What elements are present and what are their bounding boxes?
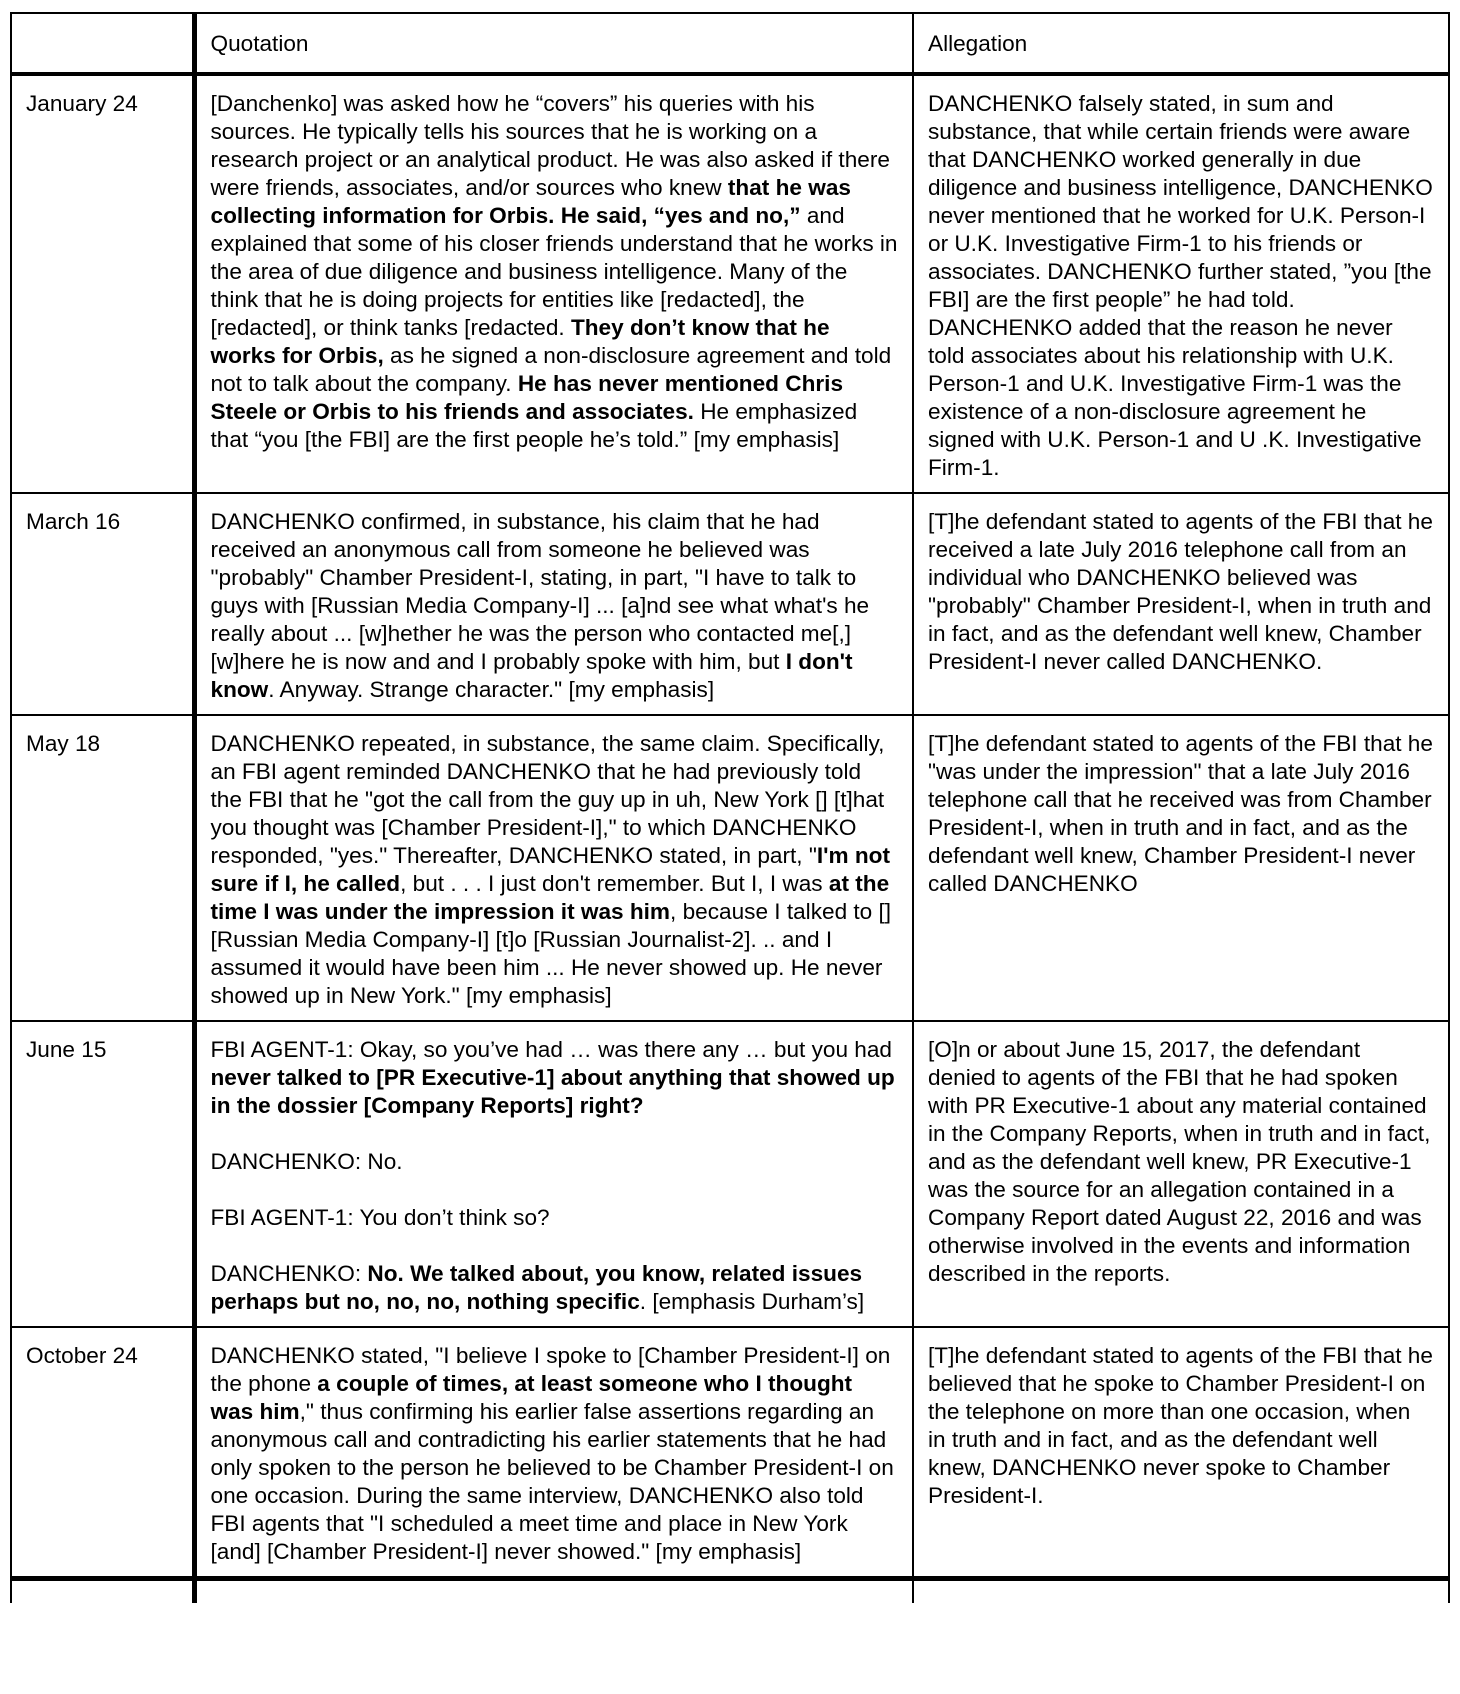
table-row: [11, 715, 1449, 1021]
emphasized-text: I'm not sure if I, he called: [210, 843, 890, 896]
quotation-text: DANCHENKO confirmed, in substance, his claim that he had received an anonymous call from someone he believed was "probably" Chamber President-I, stating, in part, "I have to talk to guys with [Russian Media Company-I] ... [a]nd see what what's he really about ... [w]hether he was the person who contacted me[,] [w]here he is now and and I probably spoke with him, but: [210, 509, 870, 674]
header-quotation: Quotation: [194, 13, 913, 74]
quotation-text: . [emphasis Durham’s]: [639, 1289, 865, 1314]
table-body: [11, 74, 1449, 1603]
quotation-paragraph: [211, 1342, 899, 1566]
allegation-cell: [T]he defendant stated to agents of the FBI that he received a late July 2016 telephone call from an individual who DANCHENKO believed was "probably" Chamber President-I, when in truth and in fact, and as the defendant well knew, Chamber President-I never called DANCHENKO.: [913, 493, 1449, 715]
quotation-text: , because I talked to [] [Russian Media Company-I] [t]o [Russian Journalist-2]. .. and I assumed it would have been him ... He never showed up. He never showed up in New York." [my emphasis]: [210, 899, 892, 1008]
emphasized-text: No. We talked about, you know, related issues perhaps but no, no, no, nothing specific: [210, 1261, 863, 1314]
header-row: [11, 13, 1449, 74]
table-row: [11, 493, 1449, 715]
quotation-text: . Anyway. Strange character." [my emphasis]: [268, 677, 715, 702]
table-row: [11, 74, 1449, 493]
quotation-text: [Danchenko] was asked how he “covers” his queries with his sources. He typically tells his sources that he is working on a research project or an analytical product. He was also asked if there were friends, associates, and/or sources who knew: [210, 91, 890, 200]
emphasized-text: a couple of times, at least someone who I thought was him: [210, 1371, 853, 1424]
emphasized-text: that he was collecting information for Orbis. He said, “yes and no,”: [210, 175, 851, 228]
table-row: [11, 1327, 1449, 1579]
table-row: [11, 1021, 1449, 1327]
quotation-cell: [194, 1327, 913, 1579]
quotation-text: DANCHENKO:: [210, 1261, 368, 1286]
quotation-text: and explained that some of his closer friends understand that he works in the area of due diligence and business intelligence. Many of the think that he is doing projects for entities like [redacted], the [redacted], or think tanks [redacted.: [210, 203, 898, 340]
quotation-text: ," thus confirming his earlier false assertions regarding an anonymous call and contradicting his earlier statements that he had only spoken to the person he believed to be Chamber President-I on one occasion. During the same interview, DANCHENKO also told FBI agents that "I scheduled a meet time and place in New York [and] [Chamber President-I] never showed." [my emphasis]: [210, 1399, 894, 1564]
quotation-paragraph: [211, 90, 899, 454]
quotation-paragraph: [211, 508, 899, 704]
quotation-text: He emphasized that “you [the FBI] are the first people he’s told.” [my emphasis]: [210, 399, 858, 452]
emphasized-text: never talked to [PR Executive-1] about anything that showed up in the dossier [Company Reports] right?: [210, 1065, 895, 1118]
quotation-text: DANCHENKO repeated, in substance, the same claim. Specifically, an FBI agent reminded DANCHENKO that he had previously told the FBI that he "got the call from the guy up in uh, New York [] [t]hat you thought was [Chamber President-I]," to which DANCHENKO responded, "yes." Thereafter, DANCHENKO stated, in part, ": [210, 731, 885, 868]
date-cell: January 24: [11, 74, 194, 493]
quotation-cell: [194, 74, 913, 493]
quotation-allegation-table: [10, 12, 1450, 1603]
date-cell-empty: [11, 1579, 194, 1603]
header-date: [11, 13, 194, 74]
quotation-text: , but . . . I just don't remember. But I, I was: [400, 871, 829, 896]
emphasized-text: He has never mentioned Chris Steele or Orbis to his friends and associates.: [210, 371, 844, 424]
quotation-text: FBI AGENT-1: You don’t think so?: [210, 1205, 550, 1230]
quotation-cell: [194, 1021, 913, 1327]
date-cell: June 15: [11, 1021, 194, 1327]
truncated-next-row: [11, 1579, 1449, 1603]
allegation-cell: [O]n or about June 15, 2017, the defendant denied to agents of the FBI that he had spoken with PR Executive-1 about any material contained in the Company Reports, when in truth and in fact, and as the defendant well knew, PR Executive-1 was the source for an allegation contained in a Company Report dated August 22, 2016 and was otherwise involved in the events and information described in the reports.: [913, 1021, 1449, 1327]
quotation-text: as he signed a non-disclosure agreement and told not to talk about the company.: [210, 343, 892, 396]
date-cell: May 18: [11, 715, 194, 1021]
allegation-cell: [T]he defendant stated to agents of the FBI that he "was under the impression" that a late July 2016 telephone call that he received was from Chamber President-I, when in truth and in fact, and as the defendant well knew, Chamber President-I never called DANCHENKO: [913, 715, 1449, 1021]
header-allegation: Allegation: [913, 13, 1449, 74]
emphasized-text: I don't know: [210, 649, 853, 702]
quotation-paragraph: [211, 730, 899, 1010]
emphasized-text: at the time I was under the impression it was him: [210, 871, 890, 924]
quotation-text: DANCHENKO stated, "I believe I spoke to [Chamber President-I] on the phone: [210, 1343, 891, 1396]
emphasized-text: They don’t know that he works for Orbis,: [210, 315, 830, 368]
quotation-cell: [194, 715, 913, 1021]
quotation-paragraph: [211, 1204, 899, 1232]
allegation-cell-empty: [913, 1579, 1449, 1603]
quotation-cell: [194, 493, 913, 715]
allegation-cell: [T]he defendant stated to agents of the FBI that he believed that he spoke to Chamber President-I on the telephone on more than one occasion, when in truth and in fact, and as the defendant well knew, DANCHENKO never spoke to Chamber President-I.: [913, 1327, 1449, 1579]
date-cell: March 16: [11, 493, 194, 715]
quotation-text: FBI AGENT-1: Okay, so you’ve had … was there any … but you had: [210, 1037, 892, 1062]
date-cell: October 24: [11, 1327, 194, 1579]
quotation-paragraph: [211, 1148, 899, 1176]
allegation-cell: DANCHENKO falsely stated, in sum and substance, that while certain friends were aware that DANCHENKO worked generally in due diligence and business intelligence, DANCHENKO never mentioned that he worked for U.K. Person-I or U.K. Investigative Firm-1 to his friends or associates. DANCHENKO further stated, ”you [the FBI] are the first people” he had told. DANCHENKO added that the reason he never told associates about his relationship with U.K. Person-1 and U.K. Investigative Firm-1 was the existence of a non-disclosure agreement he signed with U.K. Person-1 and U .K. Investigative Firm-1.: [913, 74, 1449, 493]
quotation-paragraph: [211, 1260, 899, 1316]
quotation-paragraph: [211, 1036, 899, 1120]
quotation-cell-empty: [194, 1579, 913, 1603]
quotation-text: DANCHENKO: No.: [210, 1149, 403, 1174]
